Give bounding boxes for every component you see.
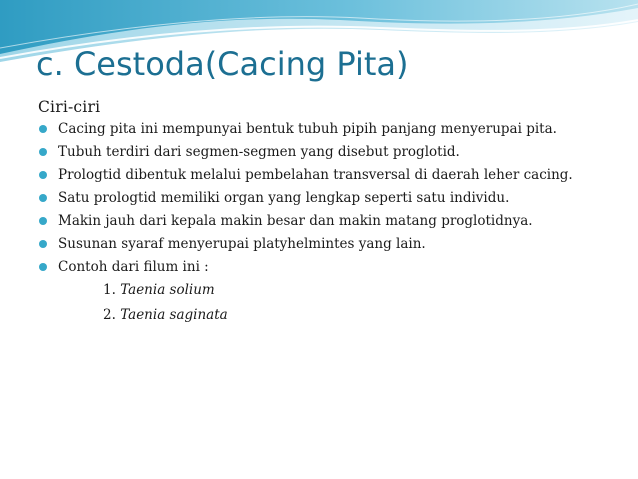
bullet-list: [38, 120, 618, 277]
bullet-text: Makin jauh dari kepala makin besar dan makin matang proglotidnya.: [58, 213, 533, 229]
bullet-text: Satu prologtid memiliki organ yang lengkap seperti satu individu.: [58, 190, 510, 206]
slide-content: [38, 96, 618, 331]
bullet-text: Tubuh terdiri dari segmen-segmen yang disebut proglotid.: [58, 144, 460, 160]
list-item: [38, 143, 598, 162]
list-item: [38, 258, 598, 277]
list-item: [38, 189, 598, 208]
bullet-icon: [39, 148, 47, 156]
example-item: [38, 281, 618, 300]
example-item: [38, 306, 618, 325]
example-number: 1.: [103, 282, 116, 298]
bullet-icon: [39, 194, 47, 202]
bullet-icon: [39, 171, 47, 179]
list-item: [38, 212, 598, 231]
bullet-icon: [39, 217, 47, 225]
bullet-text: Cacing pita ini mempunyai bentuk tubuh pipih panjang menyerupai pita.: [58, 121, 557, 137]
bullet-icon: [39, 125, 47, 133]
bullet-text: Prologtid dibentuk melalui pembelahan transversal di daerah leher cacing.: [58, 167, 573, 183]
bullet-text: Contoh dari filum ini :: [58, 259, 209, 275]
bullet-text: Susunan syaraf menyerupai platyhelmintes yang lain.: [58, 236, 426, 252]
bullet-icon: [39, 263, 47, 271]
list-item: [38, 166, 598, 185]
list-item: [38, 120, 598, 139]
bullet-icon: [39, 240, 47, 248]
subheading: Ciri-ciri: [38, 98, 101, 116]
example-number: 2.: [103, 307, 116, 323]
list-item: [38, 235, 598, 254]
example-list: [38, 281, 618, 325]
example-name: Taenia saginata: [120, 307, 228, 323]
example-name: Taenia solium: [120, 282, 215, 298]
slide-title: c. Cestoda(Cacing Pita): [36, 45, 409, 83]
